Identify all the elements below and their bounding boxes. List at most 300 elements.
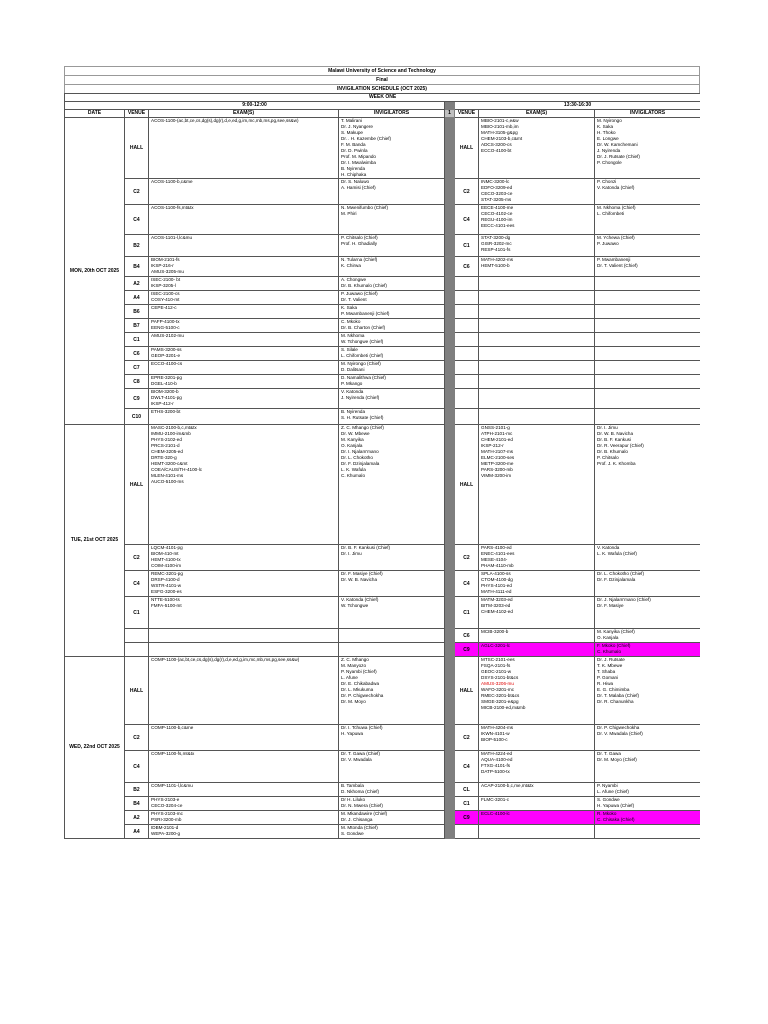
exam-code: DRTE-320-g: [151, 455, 177, 460]
venue: C1: [125, 597, 149, 629]
schedule-table: [64, 93, 700, 839]
exam-codes: [149, 629, 339, 643]
invigilators: [339, 725, 445, 751]
exam-codes-pm: [479, 643, 595, 657]
invigilators: [339, 333, 445, 347]
morning-session: 9:00-12:00: [65, 102, 445, 110]
exam-code: ELMC-2100-ses: [481, 455, 515, 460]
session-separator: [445, 305, 455, 319]
table-row: [65, 305, 701, 319]
venue-pm: C2: [455, 545, 479, 571]
invigilator-name: P. Chitsalo (Chief): [341, 235, 378, 240]
exam-code: IDBM-2101-d: [151, 825, 179, 830]
invigilator-name: Dr. T. Valient: [341, 297, 367, 302]
invigilator-name: H. Yapuwa: [341, 731, 364, 736]
invigilators: [339, 361, 445, 375]
exam-codes: [149, 277, 339, 291]
exam-code: HEMT-3200-c&mt: [151, 461, 188, 466]
invigilator-name: Dr. E. Chikabadwa: [341, 681, 380, 686]
exam-code: GNSS-2101-g: [481, 425, 510, 430]
exam-code: CECO-3204-ce: [151, 803, 183, 808]
invigilators: [339, 305, 445, 319]
invigilator-name: B. Tambala: [341, 783, 364, 788]
exam-codes-pm: [479, 425, 595, 545]
exam-code: AQUA-4100-ed: [481, 757, 513, 762]
exam-codes: [149, 597, 339, 629]
exam-code: PARS-3200-mb: [481, 467, 513, 472]
invigilators: [339, 277, 445, 291]
invigilators: [339, 179, 445, 205]
invigilators-pm: [595, 347, 701, 361]
invigilators: [339, 643, 445, 657]
invigilators-pm: [595, 725, 701, 751]
invigilator-name: Dr. I. Jimu: [341, 551, 362, 556]
invigilators-pm: [595, 629, 701, 643]
session-separator: [445, 277, 455, 291]
exam-codes: [149, 725, 339, 751]
exam-code: EDFO-3209-ed: [481, 185, 513, 190]
exam-code: MBIO-2101-mb,im: [481, 124, 519, 129]
invigilators-pm: [595, 291, 701, 305]
venue: HALL: [125, 425, 149, 545]
invigilators: [339, 797, 445, 811]
invigilator-name: B. Nyirenda: [341, 166, 366, 171]
venue-pm: C2: [455, 725, 479, 751]
session-separator: [445, 545, 455, 571]
exam-codes: [149, 235, 339, 257]
exam-code: PARS-4100-ed: [481, 545, 512, 550]
exam-code: CEPE-412-c: [151, 305, 177, 310]
exam-code: IKSP-412-r: [151, 401, 174, 406]
venue-pm: [455, 305, 479, 319]
invigilator-name: S. Gondwe: [597, 797, 620, 802]
exam-codes: [149, 409, 339, 425]
exam-codes: [149, 643, 339, 657]
session-separator: [445, 291, 455, 305]
invigilator-name: T. Malirani: [341, 118, 362, 123]
session-separator: [445, 629, 455, 643]
exam-codes-pm: [479, 797, 595, 811]
exam-codes: [149, 811, 339, 825]
exam-code: CHEM-2101-ed: [481, 437, 513, 442]
exam-code: ACOS-1100-(ac,bt,ce,cs,dg(s),dg(r),d,e,ed,g,im,mc,mb,ms,pg,see,ss&w): [151, 118, 299, 123]
invigilator-name: C. Khumalo: [341, 473, 366, 478]
table-row: [65, 657, 701, 725]
invigilator-name: O. Kanjala: [341, 443, 363, 448]
exam-codes-pm: [479, 657, 595, 725]
venue-pm: C1: [455, 235, 479, 257]
invigilator-name: J. Nyirenda: [597, 148, 621, 153]
invigilator-name: Dr. J. Rutsate (Chief): [597, 154, 640, 159]
table-row: [65, 347, 701, 361]
exam-code: CTOM-4100-dg: [481, 577, 513, 582]
invigilators: [339, 257, 445, 277]
invigilator-name: Dr. I. Mwalwimba: [341, 160, 376, 165]
exam-codes-pm: [479, 571, 595, 597]
exam-codes-pm: [479, 257, 595, 277]
schedule-title: INVIGILATION SCHEDULE (OCT 2025): [64, 84, 700, 93]
invigilator-name: Dr. W. Kamchemani: [597, 142, 638, 147]
exam-codes-pm: [479, 319, 595, 333]
invigilators-pm: [595, 783, 701, 797]
exam-code: MATH-4111-ed: [481, 589, 512, 594]
exam-codes-pm: [479, 825, 595, 839]
session-separator: [445, 425, 455, 545]
col-venue-pm: VENUE: [455, 110, 479, 118]
exam-codes-pm: [479, 205, 595, 235]
invigilator-name: Prof. H. Ghadially: [341, 241, 377, 246]
venue: [125, 629, 149, 643]
exam-code: DSYS-2101-bt&cs: [481, 675, 519, 680]
table-row: [65, 571, 701, 597]
invigilator-name: P. Chitsalo: [597, 455, 619, 460]
venue-pm: HALL: [455, 118, 479, 179]
invigilators: [339, 319, 445, 333]
invigilators-pm: [595, 118, 701, 179]
exam-codes: [149, 205, 339, 235]
invigilator-name: M. Mkandawire (Chief): [341, 811, 388, 816]
invigilators-pm: [595, 375, 701, 389]
exam-code: STAT-3200-dg: [481, 235, 511, 240]
table-row: [65, 118, 701, 179]
exam-code: ATPH-2101-mc: [481, 431, 513, 436]
invigilators: [339, 811, 445, 825]
invigilator-name: W. Tchongwe: [341, 603, 369, 608]
venue-pm: C9: [455, 811, 479, 825]
exam-code: BIOM-2101-fs: [151, 257, 180, 262]
session-separator: [445, 597, 455, 629]
exam-code: PAFP-4100-tx: [151, 319, 180, 324]
exam-codes-pm: [479, 725, 595, 751]
exam-codes-pm: [479, 783, 595, 797]
session-separator: [445, 375, 455, 389]
invigilators-pm: [595, 257, 701, 277]
col-invigilators: INVIGILATORS: [339, 110, 445, 118]
session-separator: [445, 361, 455, 375]
exam-codes-pm: [479, 409, 595, 425]
table-row: [65, 797, 701, 811]
exam-code: IKWN-4101-w: [481, 731, 510, 736]
exam-code: IKSP-3205-l: [151, 283, 176, 288]
invigilator-name: Dr. B. F. Kankusi: [597, 437, 631, 442]
session-separator: [445, 783, 455, 797]
invigilator-name: A. Chongwe: [341, 277, 367, 282]
invigilator-name: Dr. . H. Kazembe (Chief): [341, 136, 392, 141]
venue-pm: C6: [455, 257, 479, 277]
exam-codes-pm: [479, 277, 595, 291]
invigilators-pm: [595, 425, 701, 545]
invigilators-pm: [595, 545, 701, 571]
venue-pm: C4: [455, 205, 479, 235]
invigilators-pm: [595, 797, 701, 811]
table-row: [65, 389, 701, 409]
invigilators: [339, 235, 445, 257]
venue-pm: C4: [455, 751, 479, 783]
exam-codes: [149, 825, 339, 839]
invigilator-name: M. Nyirongo (Chief): [341, 361, 381, 366]
session-separator: [445, 409, 455, 425]
invigilators-pm: [595, 571, 701, 597]
exam-code: BIOM-3200-b: [151, 389, 179, 394]
invigilator-name: L. Afune: [341, 675, 358, 680]
venue: A4: [125, 825, 149, 839]
venue: HALL: [125, 657, 149, 725]
table-row: [65, 235, 701, 257]
exam-codes: [149, 257, 339, 277]
exam-code: MATH-3105-g&pg: [481, 130, 518, 135]
invigilator-name: M. Ychewa (Chief): [597, 235, 635, 240]
exam-codes: [149, 783, 339, 797]
exam-codes: [149, 657, 339, 725]
invigilator-name: Dr. I. Jimu: [597, 425, 618, 430]
session-separator: [445, 235, 455, 257]
invigilators: [339, 389, 445, 409]
exam-code: CHEM-4102-ed: [481, 609, 513, 614]
session-separator: [445, 825, 455, 839]
invigilator-name: T. Shaba: [597, 669, 616, 674]
exam-code: GEOP-3201-e: [151, 353, 181, 358]
venue: C7: [125, 361, 149, 375]
invigilator-name: Dr. T. Gawa (Chief): [341, 751, 380, 756]
invigilator-name: P. Nyambi (Chief): [341, 669, 377, 674]
invigilators: [339, 291, 445, 305]
exam-code: ETHS-3200-bt: [151, 409, 181, 414]
invigilator-name: Dr. J. Chisanga: [341, 817, 373, 822]
exam-code: MATM-3203-ed: [481, 597, 513, 602]
venue: C9: [125, 389, 149, 409]
invigilators-pm: [595, 811, 701, 825]
venue: HALL: [125, 118, 149, 179]
exam-codes: [149, 319, 339, 333]
venue: B6: [125, 305, 149, 319]
invigilators-pm: [595, 277, 701, 291]
exam-code: IKSP-212-r: [481, 443, 504, 448]
invigilator-name: K. Saka: [597, 124, 614, 129]
invigilators-pm: [595, 751, 701, 783]
invigilator-name: Dr. V. Mwadala: [341, 757, 372, 762]
table-row: [65, 425, 701, 545]
exam-code: PHYS-2103-e: [151, 797, 180, 802]
exam-codes: [149, 118, 339, 179]
venue-pm: CL: [455, 783, 479, 797]
exam-code: IKSP-216-r: [151, 263, 174, 268]
exam-code: GISR-3202-mc: [481, 241, 512, 246]
col-separator: 1: [445, 110, 455, 118]
invigilator-name: S. Silale: [341, 347, 358, 352]
invigilator-name: V. Katonda: [341, 389, 364, 394]
invigilators-pm: [595, 825, 701, 839]
invigilator-name: Dr. F. Masiye: [597, 603, 624, 608]
exam-codes-pm: [479, 811, 595, 825]
invigilator-name: Dr. B. Charton (Chief): [341, 325, 386, 330]
exam-code: COMP-1100-(ac,bt,ce,cs,dg(s),dg(r),d,e,ed,g,im,mc,mb,ms,pg,see,ss&w): [151, 657, 300, 662]
exam-codes: [149, 751, 339, 783]
invigilator-name: E. Longwe: [597, 136, 619, 141]
venue: B4: [125, 257, 149, 277]
exam-code: LQCM-4101-pg: [151, 545, 183, 550]
venue-pm: [455, 825, 479, 839]
venue: C2: [125, 545, 149, 571]
exam-code: WSTR-4101-w: [151, 583, 182, 588]
exam-codes: [149, 571, 339, 597]
exam-code: METP-3200-me: [481, 461, 514, 466]
invigilator-name: C. Khumalo: [597, 649, 622, 654]
exam-code: ECLC-4100-lc: [481, 811, 510, 816]
table-row: [65, 783, 701, 797]
invigilator-name: P. Mwambanenji (Chief): [341, 311, 390, 316]
invigilator-name: R. Mkoko: [597, 811, 617, 816]
venue: C2: [125, 179, 149, 205]
venue-pm: [455, 389, 479, 409]
venue: A2: [125, 811, 149, 825]
table-row: [65, 811, 701, 825]
schedule-sheet: [64, 66, 700, 946]
invigilator-name: L. Chifombeti (Chief): [341, 353, 384, 358]
table-row: [65, 333, 701, 347]
exam-code: ACOS-1100-b,c&me: [151, 179, 193, 184]
exam-code: ACAP-2100-b,c,me,mt&tx: [481, 783, 534, 788]
invigilator-name: P. Chonzi: [597, 179, 617, 184]
exam-code: BIOP-5100-c: [481, 737, 508, 742]
venue-pm: C1: [455, 597, 479, 629]
invigilator-name: F. Mkoko (Chief): [597, 643, 631, 648]
invigilator-name: Dr. L. Mkukuma: [341, 687, 374, 692]
venue-pm: [455, 333, 479, 347]
invigilators-pm: [595, 305, 701, 319]
venue-pm: C2: [455, 179, 479, 205]
exam-code: MATH-4202-ms: [481, 257, 514, 262]
invigilators-pm: [595, 597, 701, 629]
exam-code: ISEC-2100-cs: [151, 291, 180, 296]
invigilators: [339, 657, 445, 725]
invigilator-name: P. Gomani: [597, 675, 619, 680]
exam-codes: [149, 389, 339, 409]
invigilator-name: W. Tchongwe (Chief): [341, 339, 384, 344]
exam-code: PHAM-4110-mb: [481, 563, 514, 568]
invigilator-name: Z. C. Mhango (Chief): [341, 425, 384, 430]
venue: C4: [125, 205, 149, 235]
session-separator: [445, 657, 455, 725]
exam-codes-pm: [479, 629, 595, 643]
invigilator-name: Dr. P. Chigwechokha: [597, 725, 640, 730]
invigilators: [339, 347, 445, 361]
exam-code: COMP-1100-b,c&me: [151, 725, 194, 730]
invigilator-name: A. Hamisi (Chief): [341, 185, 376, 190]
invigilators-pm: [595, 409, 701, 425]
week-label: WEEK ONE: [65, 94, 701, 102]
exam-code: CHEM-2103-b,c&mt: [481, 136, 523, 141]
exam-code: IMMU-2100-im&mb: [151, 431, 191, 436]
invigilator-name: M. Kanyika (Chief): [597, 629, 635, 634]
exam-code: REMC-3201-pg: [151, 571, 183, 576]
venue-pm: [455, 347, 479, 361]
exam-code: COIM-4100-im: [151, 563, 182, 568]
invigilator-name: Dr. P. Chigwechokha: [341, 693, 384, 698]
invigilator-name: P. Juwawo (Chief): [341, 291, 378, 296]
session-separator: [445, 571, 455, 597]
invigilator-name: Dr. L. Chokotho: [341, 455, 373, 460]
invigilator-name: K. Saka: [341, 305, 358, 310]
exam-code: SMGE-3201-e&pg: [481, 699, 519, 704]
table-row: [65, 179, 701, 205]
exam-codes-pm: [479, 235, 595, 257]
exam-codes: [149, 375, 339, 389]
exam-code: PHYS-4101-ed: [481, 583, 512, 588]
invigilators: [339, 629, 445, 643]
exam-code: WAFO-3201-mc: [481, 687, 515, 692]
invigilator-name: C. Chisaka (Chief): [597, 817, 635, 822]
venue: C4: [125, 751, 149, 783]
venue-pm: [455, 409, 479, 425]
invigilator-name: L. Chifombeti: [597, 211, 625, 216]
venue: C4: [125, 571, 149, 597]
exam-code: CECO-4102-ce: [481, 211, 513, 216]
exam-code: NTTE-5100-ts: [151, 597, 180, 602]
invigilators-pm: [595, 333, 701, 347]
exam-codes: [149, 305, 339, 319]
invigilator-name: K. Chirwa: [341, 263, 361, 268]
session-separator: [445, 333, 455, 347]
exam-code: BITM-3203-ed: [481, 603, 511, 608]
exam-code: MBIO-2101-c,e&w: [481, 118, 519, 123]
exam-code: ACOS-1100-fs,mt&tx: [151, 205, 194, 210]
exam-code: ECCO-4100-cs: [151, 361, 183, 366]
venue-pm: HALL: [455, 657, 479, 725]
invigilator-name: Dr. T. Valient (Chief): [597, 263, 638, 268]
exam-codes: [149, 347, 339, 361]
table-row: [65, 751, 701, 783]
invigilators: [339, 751, 445, 783]
invigilator-name: S. Makupe: [341, 130, 363, 135]
session-separator: [445, 389, 455, 409]
invigilator-name: P. Nyambi: [597, 783, 618, 788]
invigilators-pm: [595, 179, 701, 205]
session-separator: [445, 205, 455, 235]
exam-code: EENG-5100-c: [151, 325, 180, 330]
exam-code: HEMT-4100-tx: [151, 557, 181, 562]
table-row: [65, 629, 701, 643]
invigilator-name: D. Nkhoma (Chief): [341, 789, 380, 794]
col-venue: VENUE: [125, 110, 149, 118]
invigilator-name: Dr. N. Mwera (Chief): [341, 803, 383, 808]
university-name: Malawi University of Science and Technology: [64, 66, 700, 75]
exam-code: WEPA-3200-g: [151, 831, 181, 836]
col-exams: EXAM(S): [149, 110, 339, 118]
invigilators: [339, 825, 445, 839]
invigilator-name: V. Katonda (Chief): [341, 597, 379, 602]
col-date: DATE: [65, 110, 125, 118]
invigilator-name: M. Phiri: [341, 211, 357, 216]
invigilator-name: Dr. F. Dzinjalamala: [597, 577, 636, 582]
session-separator: [445, 751, 455, 783]
session-separator: [445, 347, 455, 361]
table-row: [65, 205, 701, 235]
status-label: Final: [64, 75, 700, 84]
table-row: [65, 319, 701, 333]
invigilators: [339, 597, 445, 629]
invigilator-name: Dr. T. Gawa: [597, 751, 621, 756]
exam-code: AUCO-5100-ms: [151, 479, 184, 484]
exam-code: MASC-2100-b,c,mt&tx: [151, 425, 197, 430]
invigilator-name: H. Chiphaka: [341, 172, 367, 177]
invigilator-name: Dr. T. Malaba (Chief): [597, 693, 640, 698]
exam-code: ECCO-4100-bt: [481, 148, 512, 153]
invigilators: [339, 375, 445, 389]
exam-date: WED, 22nd OCT 2025: [65, 657, 125, 839]
exam-codes: [149, 291, 339, 305]
invigilator-name: J. Nyirenda (Chief): [341, 395, 380, 400]
invigilator-name: N. Mwenifumbo (Chief): [341, 205, 388, 210]
